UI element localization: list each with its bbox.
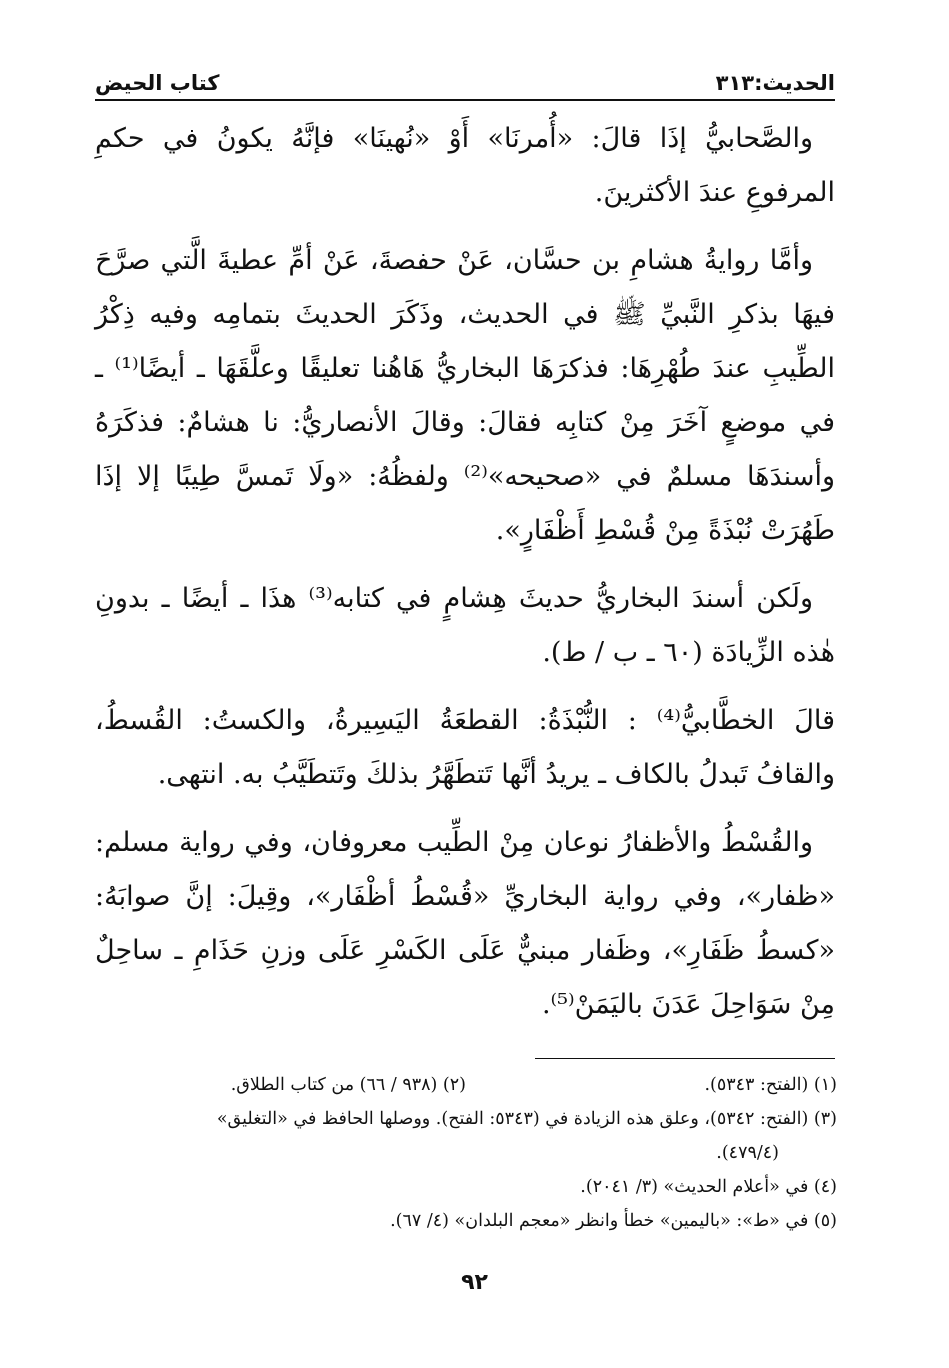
page-number: ٩٢: [461, 1270, 488, 1295]
paragraph: والصَّحابيُّ إذَا قالَ: «أُمرنَا» أَوْ «نُهينَا» فإنَّهُ يكونُ في حكمِ المرفوعِ عندَ الأكثرينَ.: [95, 123, 835, 208]
footnote-3-continuation: (٤٧٩/٤).: [716, 1143, 779, 1163]
footnotes: [95, 1068, 837, 1238]
footnote-4: (٤) في «أعلام الحديث» (٣/ ٢٠٤١).: [580, 1177, 837, 1197]
hadith-number: الحديث:٣١٣: [715, 71, 835, 95]
footnote-3: (٣) (الفتح: ٥٣٤٢)، وعلق هذه الزيادة في (٥٣٤٣: الفتح). ووصلها الحافظ في «التغليق»: [216, 1109, 837, 1129]
footnote-separator: [535, 1058, 835, 1059]
paragraph: وأمَّا روايةُ هشامِ بن حسَّان، عَنْ حفصةَ، عَنْ أمِّ عطيةَ الَّتي صرَّحَ فيهَا بذكرِ النَّبيِّ ﷺ في الحديث، وذَكَرَ الحديثَ بتمامِه وفيه ذِكْرُ الطِّيبِ عندَ طُهْرِهَا: فذكرَهَا البخاريُّ هَاهُنا تعليقًا وعلَّقَهَا ـ أيضًا⁽¹⁾ ـ في موضعٍ آخَرَ مِنْ كتابِه فقالَ: وقالَ الأنصاريُّ: نا هشامٌ: فذكَرَهُ وأسندَهَا مسلمٌ في «صحيحه»⁽²⁾ ولفظُهُ: «ولَا تَمسَّ طِيبًا إلا إذَا طَهُرَتْ نُبْذَةً مِنْ قُسْطِ أَظْفَارٍ».: [95, 245, 835, 546]
footnote-5: (٥) في «ط»: «باليمين» خطأ وانظر «معجم البلدان» (٤/ ٦٧).: [390, 1211, 837, 1231]
footnote-row: [95, 1068, 837, 1102]
footnote-2: (٢) (٩٣٨ / ٦٦) من كتاب الطلاق.: [230, 1075, 466, 1095]
chapter-title: كتاب الحيض: [95, 71, 220, 95]
paragraph: قالَ الخطَّابيُّ⁽⁴⁾ : النُّبْذَةُ: القطعَةُ اليَسِيرةُ، والكستُ: القُسطُ، والقافُ تَبدلُ بالكاف ـ يريدُ أنَّها تَتطَهَّرُ بذلكَ وتَتطَيَّبُ به. انتهى.: [95, 705, 835, 790]
main-text: [95, 112, 835, 1046]
paragraph: ولَكن أسندَ البخاريُّ حديثَ هِشامٍ في كتابه⁽³⁾ هذَا ـ أيضًا ـ بدونِ هٰذه الزِّيادَة (٦٠ ـ ب / ط).: [95, 583, 835, 668]
footnote-1: (١) (الفتح: ٥٣٤٣).: [704, 1075, 837, 1095]
running-header: [95, 55, 835, 101]
paragraph: والقُسْطُ والأظفارُ نوعان مِنْ الطِّيب معروفان، وفي رواية مسلم: «ظفار»، وفي رواية البخاريِّ «قُسْطُ أظْفَار»، وقِيلَ: إنَّ صوابَهُ: «كسطُ ظَفَارِ»، وظَفار مبنيٌّ عَلَى الكَسْرِ عَلَى وزنِ حَذَامِ ـ ساحِلٌ مِنْ سَوَاحِلَ عَدَنَ باليَمَنْ⁽⁵⁾.: [95, 827, 835, 1020]
